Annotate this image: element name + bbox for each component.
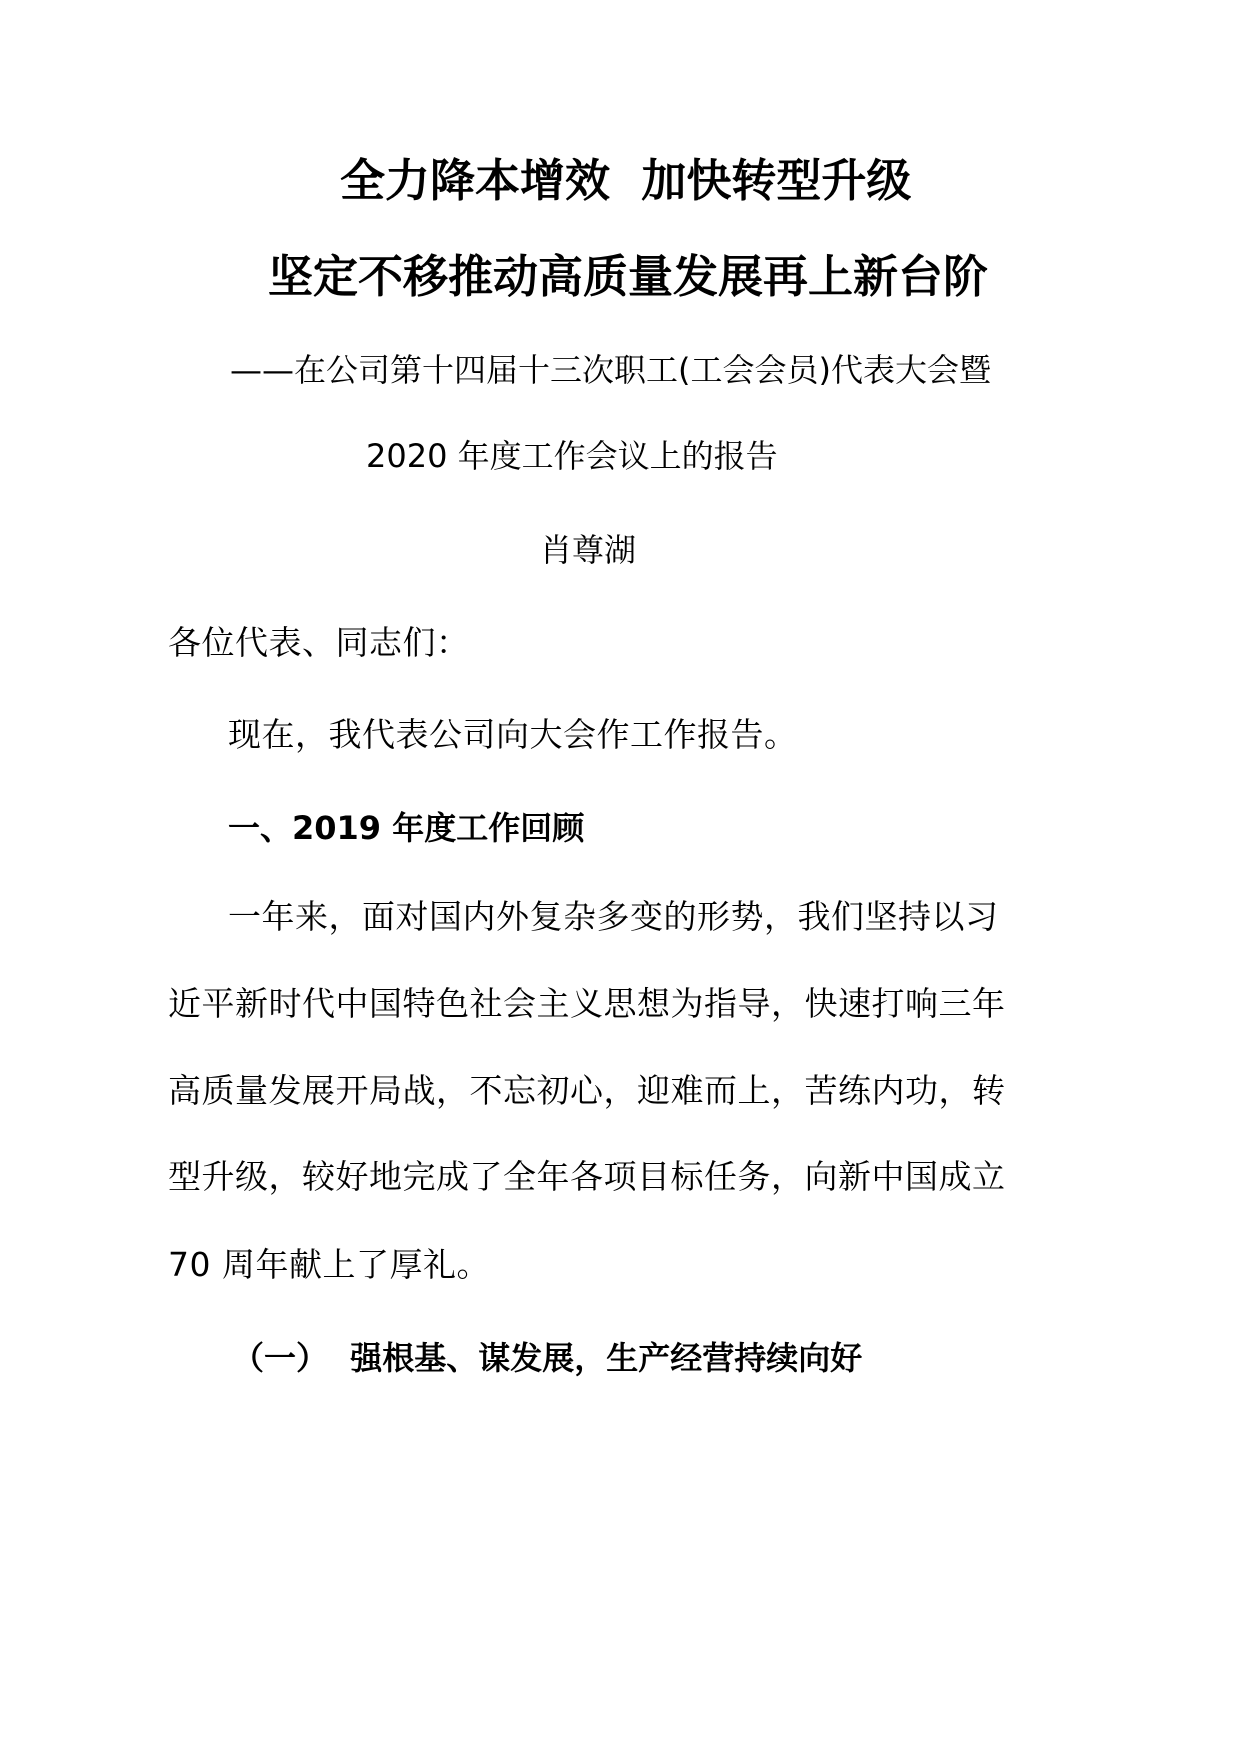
paragraph-line: 近平新时代中国特色社会主义思想为指导，快速打响三年 <box>168 984 1006 1023</box>
document-subtitle-line-1: ——在公司第十四届十三次职工(工会会员)代表大会暨 <box>230 351 991 389</box>
document-title-line-2: 坚定不移推动高质量发展再上新台阶 <box>268 250 989 303</box>
subsection-heading-1: （一） 强根基、谋发展，生产经营持续向好 <box>232 1339 863 1377</box>
author-name: 肖尊湖 <box>540 531 637 569</box>
intro-paragraph: 现在，我代表公司向大会作工作报告。 <box>228 715 798 754</box>
salutation: 各位代表、同志们： <box>168 623 470 662</box>
document-title-line-1: 全力降本增效 加快转型升级 <box>340 154 912 207</box>
document-subtitle-line-2: 2020 年度工作会议上的报告 <box>366 437 778 475</box>
paragraph-line: 70 周年献上了厚礼。 <box>168 1245 490 1284</box>
paragraph-line: 型升级，较好地完成了全年各项目标任务，向新中国成立 <box>168 1157 1006 1196</box>
paragraph-line: 一年来，面对国内外复杂多变的形势，我们坚持以习 <box>228 897 999 936</box>
section-heading-1: 一、2019 年度工作回顾 <box>228 809 585 847</box>
paragraph-line: 高质量发展开局战，不忘初心，迎难而上，苦练内功，转 <box>168 1071 1006 1110</box>
